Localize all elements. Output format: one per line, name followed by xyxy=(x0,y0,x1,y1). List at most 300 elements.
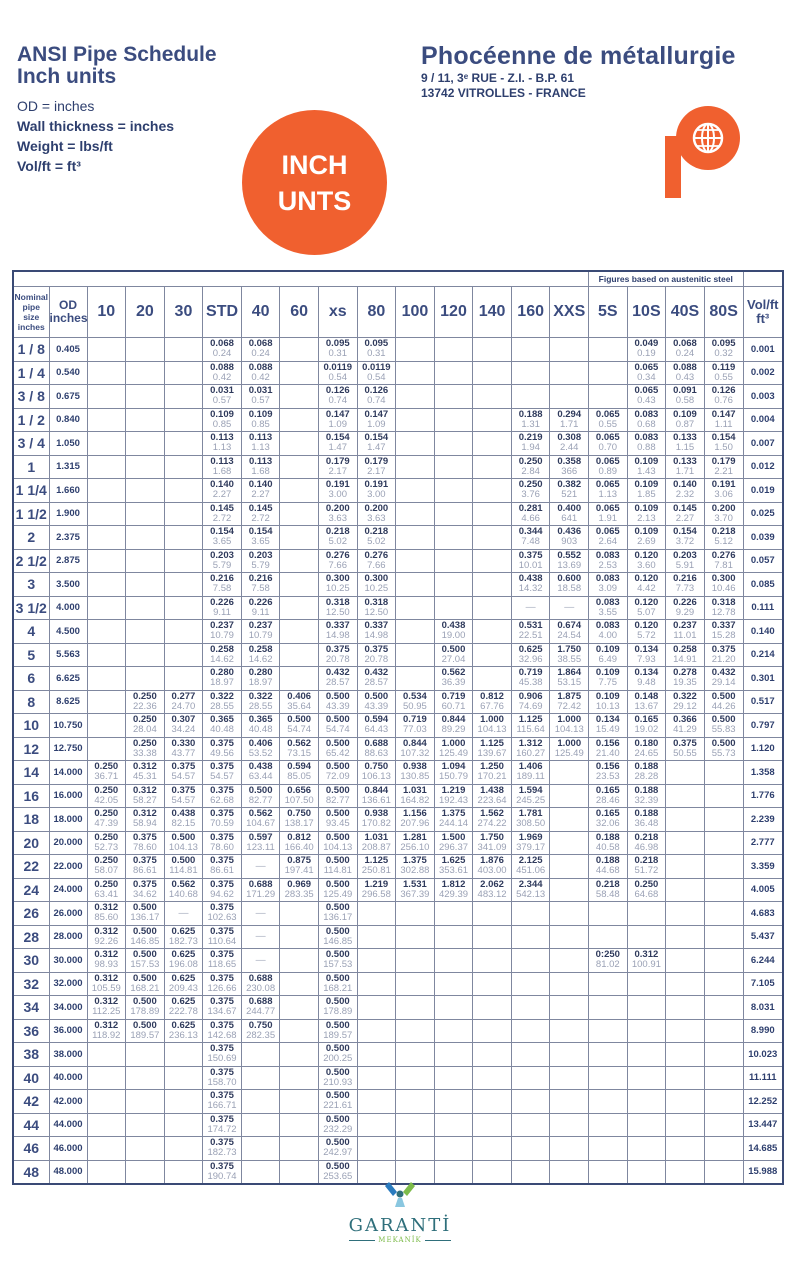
schedule-cell xyxy=(87,408,126,432)
schedule-cell xyxy=(434,714,473,738)
schedule-cell xyxy=(704,902,743,926)
table-row xyxy=(13,949,783,973)
schedule-cell xyxy=(434,737,473,761)
table-row xyxy=(13,549,783,573)
weight: 3.00 xyxy=(328,489,347,501)
wall-thickness: 0.322 xyxy=(248,690,273,702)
schedule-cell xyxy=(589,925,628,949)
wall-thickness: 0.088 xyxy=(210,361,234,373)
schedule-cell xyxy=(550,737,589,761)
company-block xyxy=(421,42,736,101)
nps-cell: 8 xyxy=(13,690,49,714)
weight: 58.07 xyxy=(94,865,119,877)
weight: 1.71 xyxy=(675,465,695,477)
vol-cell: 2.239 xyxy=(743,808,783,832)
weight: 221.61 xyxy=(323,1100,353,1112)
weight: 232.29 xyxy=(323,1123,353,1135)
weight: 43.39 xyxy=(325,700,350,712)
wall-thickness: 1.750 xyxy=(557,643,582,655)
weight: 125.49 xyxy=(438,747,469,759)
vol-cell: 0.140 xyxy=(743,620,783,644)
schedule-cell xyxy=(280,338,319,362)
schedule-cell xyxy=(87,549,126,573)
wall-thickness: 0.719 xyxy=(518,667,543,679)
schedule-cell xyxy=(396,1066,435,1090)
weight: 7.58 xyxy=(251,583,270,595)
wall-thickness: 0.406 xyxy=(248,737,273,749)
wall-thickness: 0.625 xyxy=(171,925,196,937)
weight: 36.39 xyxy=(441,677,466,689)
wall-thickness: 0.049 xyxy=(634,338,659,350)
weight: 15.28 xyxy=(711,630,736,642)
schedule-cell xyxy=(550,949,589,973)
wall-thickness: 2.344 xyxy=(518,878,543,890)
schedule-cell xyxy=(396,855,435,879)
schedule-cell xyxy=(434,361,473,385)
wall-thickness: 0.083 xyxy=(595,596,620,608)
weight: 110.64 xyxy=(207,935,237,947)
schedule-cell xyxy=(627,338,666,362)
wall-thickness: 1.125 xyxy=(518,714,543,726)
table-row xyxy=(13,784,783,808)
schedule-cell xyxy=(241,455,280,479)
schedule-cell xyxy=(704,479,743,503)
schedule-cell xyxy=(203,620,242,644)
schedule-cell xyxy=(434,338,473,362)
weight: 7.81 xyxy=(714,559,733,571)
schedule-cell xyxy=(396,996,435,1020)
schedule-cell xyxy=(126,996,165,1020)
weight: 189.57 xyxy=(323,1029,353,1041)
schedule-cell xyxy=(473,996,512,1020)
wall-thickness: 0.656 xyxy=(287,784,312,796)
wall-thickness: 0.312 xyxy=(132,808,157,820)
schedule-cell xyxy=(589,361,628,385)
weight: 0.74 xyxy=(367,395,386,407)
weight: 242.97 xyxy=(323,1147,353,1159)
schedule-cell xyxy=(473,1090,512,1114)
weight: 20.78 xyxy=(364,653,389,665)
weight: 62.68 xyxy=(210,794,234,806)
schedule-cell xyxy=(318,643,357,667)
schedule-cell xyxy=(241,573,280,597)
schedule-cell xyxy=(357,1090,396,1114)
schedule-cell xyxy=(589,855,628,879)
wall-thickness: 0.500 xyxy=(132,972,157,984)
schedule-cell xyxy=(203,808,242,832)
wall-thickness: 0.088 xyxy=(248,361,273,373)
schedule-cell xyxy=(511,1043,550,1067)
nps-cell: 48 xyxy=(13,1160,49,1184)
doc-title: ANSI Pipe Schedule xyxy=(17,43,217,66)
schedule-cell xyxy=(126,526,165,550)
wall-thickness: 0.278 xyxy=(673,667,697,679)
nps-cell: 3 xyxy=(13,573,49,597)
weight: 10.79 xyxy=(248,630,273,642)
schedule-cell xyxy=(164,878,203,902)
schedule-cell xyxy=(203,385,242,409)
schedule-cell xyxy=(164,526,203,550)
schedule-cell xyxy=(241,549,280,573)
wall-thickness: 0.065 xyxy=(634,361,659,373)
wall-thickness: 0.337 xyxy=(711,620,736,632)
weight: 296.37 xyxy=(438,841,469,853)
schedule-cell xyxy=(434,949,473,973)
schedule-cell xyxy=(318,737,357,761)
nps-cell: 42 xyxy=(13,1090,49,1114)
nps-cell: 3 / 8 xyxy=(13,385,49,409)
vol-header: Vol/ft ft³ xyxy=(743,287,783,338)
garanti-brand: GARANTİ xyxy=(348,1215,452,1236)
wall-thickness: 1.406 xyxy=(518,761,543,773)
wall-thickness: 0.674 xyxy=(557,620,582,632)
schedule-cell xyxy=(357,761,396,785)
wall-thickness: 0.375 xyxy=(325,643,350,655)
wall-thickness: 1.000 xyxy=(557,737,582,749)
wall-thickness: 0.500 xyxy=(325,855,350,867)
wall-thickness: 0.436 xyxy=(557,526,582,538)
nps-cell: 34 xyxy=(13,996,49,1020)
schedule-cell xyxy=(280,361,319,385)
wall-thickness: 0.226 xyxy=(673,596,697,608)
wall-thickness: 0.330 xyxy=(171,737,196,749)
schedule-cell xyxy=(164,855,203,879)
schedule-cell xyxy=(357,878,396,902)
weight: 0.54 xyxy=(367,371,386,383)
weight: 142.68 xyxy=(207,1029,237,1041)
schedule-cell xyxy=(396,1137,435,1161)
weight: 178.89 xyxy=(130,1006,160,1018)
schedule-cell xyxy=(164,1066,203,1090)
wall-thickness: 1.156 xyxy=(403,808,427,820)
wall-thickness: 1.219 xyxy=(441,784,466,796)
wall-thickness: 0.031 xyxy=(248,385,273,397)
schedule-cell xyxy=(203,878,242,902)
schedule-cell xyxy=(164,620,203,644)
weight: 14.98 xyxy=(325,630,350,642)
vol-cell: 5.437 xyxy=(743,925,783,949)
weight: 78.60 xyxy=(210,841,234,853)
schedule-cell xyxy=(396,878,435,902)
table-row xyxy=(13,432,783,456)
weight: 7.75 xyxy=(598,677,618,689)
unit-weight: Weight = lbs/ft xyxy=(17,138,113,154)
wall-thickness: 0.719 xyxy=(403,714,427,726)
weight: 12.78 xyxy=(711,606,736,618)
wall-thickness: 0.083 xyxy=(595,549,620,561)
schedule-cell xyxy=(164,1137,203,1161)
weight: 2.32 xyxy=(675,489,695,501)
weight: 10.01 xyxy=(518,559,543,571)
wall-thickness: 2.062 xyxy=(480,878,504,890)
schedule-cell xyxy=(666,714,705,738)
weight: 45.31 xyxy=(132,771,157,783)
schedule-cell xyxy=(396,902,435,926)
weight: 105.59 xyxy=(91,982,121,994)
weight: 1.68 xyxy=(251,465,270,477)
weight: 22.36 xyxy=(132,700,157,712)
weight: 296.58 xyxy=(361,888,391,900)
schedule-cell xyxy=(511,596,550,620)
weight: 4.00 xyxy=(598,630,618,642)
schedule-cell xyxy=(627,526,666,550)
wall-thickness: 0.375 xyxy=(210,784,234,796)
vol-cell: 8.031 xyxy=(743,996,783,1020)
weight: 10.25 xyxy=(364,583,389,595)
schedule-cell xyxy=(550,361,589,385)
schedule-cell xyxy=(241,831,280,855)
schedule-cell xyxy=(357,502,396,526)
vol-cell: 1.776 xyxy=(743,784,783,808)
vol-cell: 0.039 xyxy=(743,526,783,550)
nps-cell: 3 1/2 xyxy=(13,596,49,620)
schedule-cell xyxy=(87,878,126,902)
schedule-cell xyxy=(126,385,165,409)
schedule-cell xyxy=(280,925,319,949)
nps-cell: 14 xyxy=(13,761,49,785)
weight: 136.17 xyxy=(323,912,353,924)
weight: 24.54 xyxy=(557,630,582,642)
schedule-cell xyxy=(704,831,743,855)
wall-thickness: 0.109 xyxy=(248,408,273,420)
table-row xyxy=(13,714,783,738)
weight: 123.11 xyxy=(246,841,275,853)
nps-cell: 1 / 8 xyxy=(13,338,49,362)
schedule-cell xyxy=(396,737,435,761)
schedule-cell xyxy=(164,808,203,832)
wall-thickness: 0.562 xyxy=(248,808,273,820)
weight: 0.85 xyxy=(251,418,270,430)
schedule-cell xyxy=(241,902,280,926)
od-cell: 30.000 xyxy=(49,949,87,973)
weight: 3.63 xyxy=(367,512,386,524)
weight: 1.13 xyxy=(212,442,232,454)
schedule-cell xyxy=(87,620,126,644)
schedule-cell xyxy=(318,667,357,691)
schedule-cell xyxy=(126,620,165,644)
schedule-cell xyxy=(511,1090,550,1114)
weight: 0.54 xyxy=(328,371,347,383)
wall-thickness: 0.307 xyxy=(171,714,196,726)
weight: 0.70 xyxy=(598,442,618,454)
wall-thickness: 0.156 xyxy=(595,737,620,749)
wall-thickness: 0.625 xyxy=(171,996,196,1008)
weight: 7.73 xyxy=(675,583,695,595)
schedule-cell xyxy=(589,385,628,409)
wall-thickness: 0.065 xyxy=(595,432,620,444)
wall-thickness: 0.147 xyxy=(711,408,736,420)
schedule-cell xyxy=(666,620,705,644)
weight: 64.43 xyxy=(364,724,389,736)
schedule-cell xyxy=(473,714,512,738)
wall-thickness: 0.500 xyxy=(325,1043,350,1055)
weight: 106.13 xyxy=(361,771,391,783)
weight: 40.48 xyxy=(210,724,234,736)
schedule-cell xyxy=(666,972,705,996)
schedule-cell xyxy=(203,714,242,738)
schedule-cell xyxy=(203,338,242,362)
weight: 1.11 xyxy=(714,418,733,430)
vol-cell: 0.517 xyxy=(743,690,783,714)
schedule-cell xyxy=(357,784,396,808)
weight: 166.40 xyxy=(284,841,314,853)
schedule-cell xyxy=(704,925,743,949)
schedule-cell xyxy=(627,972,666,996)
schedule-cell xyxy=(164,408,203,432)
nps-cell: 32 xyxy=(13,972,49,996)
schedule-header: 10 xyxy=(87,287,126,338)
wall-thickness: 0.375 xyxy=(171,761,196,773)
schedule-cell xyxy=(473,1137,512,1161)
schedule-cell xyxy=(704,361,743,385)
weight: 7.66 xyxy=(328,559,347,571)
schedule-cell xyxy=(704,432,743,456)
weight: 114.81 xyxy=(323,865,352,877)
weight: 24.65 xyxy=(634,747,659,759)
schedule-cell xyxy=(126,667,165,691)
weight: 67.76 xyxy=(480,700,504,712)
document-header-left xyxy=(17,44,217,176)
schedule-cell xyxy=(589,878,628,902)
wall-thickness: 0.969 xyxy=(287,878,312,890)
weight: 14.62 xyxy=(210,653,234,665)
schedule-cell xyxy=(357,1137,396,1161)
schedule-cell xyxy=(357,1066,396,1090)
schedule-cell xyxy=(704,784,743,808)
address-line2: 13742 VITROLLES - FRANCE xyxy=(421,86,586,100)
nps-cell: 2 xyxy=(13,526,49,550)
schedule-cell xyxy=(164,596,203,620)
schedule-cell xyxy=(318,1090,357,1114)
weight: 0.42 xyxy=(212,371,232,383)
schedule-cell xyxy=(550,714,589,738)
schedule-cell xyxy=(550,1113,589,1137)
schedule-cell xyxy=(627,690,666,714)
schedule-cell xyxy=(318,902,357,926)
schedule-cell xyxy=(627,925,666,949)
weight: 107.50 xyxy=(284,794,314,806)
weight: 5.79 xyxy=(251,559,270,571)
schedule-cell xyxy=(203,996,242,1020)
wall-thickness: 0.218 xyxy=(634,855,659,867)
schedule-cell xyxy=(280,972,319,996)
weight: 353.61 xyxy=(438,865,469,877)
nps-cell: 16 xyxy=(13,784,49,808)
weight: 2.27 xyxy=(675,512,695,524)
weight: 81.02 xyxy=(595,959,620,971)
schedule-cell xyxy=(87,667,126,691)
schedule-header: STD xyxy=(203,287,242,338)
wall-thickness: 0.500 xyxy=(325,1066,350,1078)
schedule-cell xyxy=(280,526,319,550)
weight: 164.82 xyxy=(400,794,430,806)
wall-thickness: 0.188 xyxy=(634,761,659,773)
weight: 3.65 xyxy=(251,536,270,548)
weight: 192.43 xyxy=(438,794,469,806)
schedule-header: 160 xyxy=(511,287,550,338)
schedule-cell xyxy=(589,1137,628,1161)
not-available-dash: — xyxy=(255,954,266,966)
nps-cell: 5 xyxy=(13,643,49,667)
wall-thickness: 1.531 xyxy=(403,878,427,890)
wall-thickness: 0.750 xyxy=(364,761,389,773)
schedule-cell xyxy=(241,338,280,362)
weight: 367.39 xyxy=(400,888,430,900)
weight: 14.32 xyxy=(518,583,543,595)
table-row xyxy=(13,502,783,526)
schedule-cell xyxy=(550,996,589,1020)
wall-thickness: 0.280 xyxy=(210,667,234,679)
schedule-cell xyxy=(318,361,357,385)
schedule-cell xyxy=(550,502,589,526)
schedule-cell xyxy=(550,1090,589,1114)
weight: 0.68 xyxy=(637,418,656,430)
vol-cell: 0.019 xyxy=(743,479,783,503)
schedule-cell xyxy=(357,737,396,761)
schedule-cell xyxy=(704,1019,743,1043)
wall-thickness: 0.375 xyxy=(210,878,234,890)
schedule-cell xyxy=(164,996,203,1020)
weight: 140.68 xyxy=(168,888,198,900)
weight: 54.57 xyxy=(171,794,196,806)
table-row xyxy=(13,667,783,691)
schedule-cell xyxy=(550,972,589,996)
schedule-cell xyxy=(396,643,435,667)
wall-thickness: 0.088 xyxy=(673,361,697,373)
schedule-cell xyxy=(164,549,203,573)
wall-thickness: 1.500 xyxy=(441,831,466,843)
wall-thickness: 0.250 xyxy=(94,808,119,820)
od-cell: 24.000 xyxy=(49,878,87,902)
wall-thickness: 0.145 xyxy=(248,502,273,514)
schedule-cell xyxy=(318,831,357,855)
weight: 104.67 xyxy=(246,818,276,830)
schedule-cell xyxy=(164,479,203,503)
schedule-cell xyxy=(473,949,512,973)
wall-thickness: 0.281 xyxy=(518,502,543,514)
schedule-cell xyxy=(434,455,473,479)
schedule-cell xyxy=(126,1066,165,1090)
weight: 1.13 xyxy=(251,442,270,454)
weight: 2.21 xyxy=(714,465,733,477)
schedule-cell xyxy=(473,573,512,597)
weight: 9.48 xyxy=(637,677,656,689)
weight: 222.78 xyxy=(168,1006,198,1018)
wall-thickness: 0.276 xyxy=(325,549,350,561)
wall-thickness: 0.375 xyxy=(210,1043,234,1055)
schedule-cell xyxy=(87,737,126,761)
wall-thickness: 0.179 xyxy=(364,455,389,467)
schedule-cell xyxy=(357,455,396,479)
wall-thickness: 0.500 xyxy=(325,902,350,914)
weight: 244.14 xyxy=(438,818,469,830)
schedule-cell xyxy=(357,714,396,738)
weight: 32.39 xyxy=(634,794,659,806)
weight: 1.47 xyxy=(328,442,347,454)
od-cell: 10.750 xyxy=(49,714,87,738)
wall-thickness: 0.188 xyxy=(595,855,620,867)
schedule-cell xyxy=(666,455,705,479)
schedule-cell xyxy=(434,831,473,855)
schedule-cell xyxy=(357,643,396,667)
schedule-cell xyxy=(357,620,396,644)
schedule-cell xyxy=(511,526,550,550)
od-cell: 36.000 xyxy=(49,1019,87,1043)
schedule-cell xyxy=(704,972,743,996)
weight: 1.15 xyxy=(675,442,695,454)
wall-thickness: 0.438 xyxy=(171,808,196,820)
wall-thickness: 0.375 xyxy=(171,784,196,796)
